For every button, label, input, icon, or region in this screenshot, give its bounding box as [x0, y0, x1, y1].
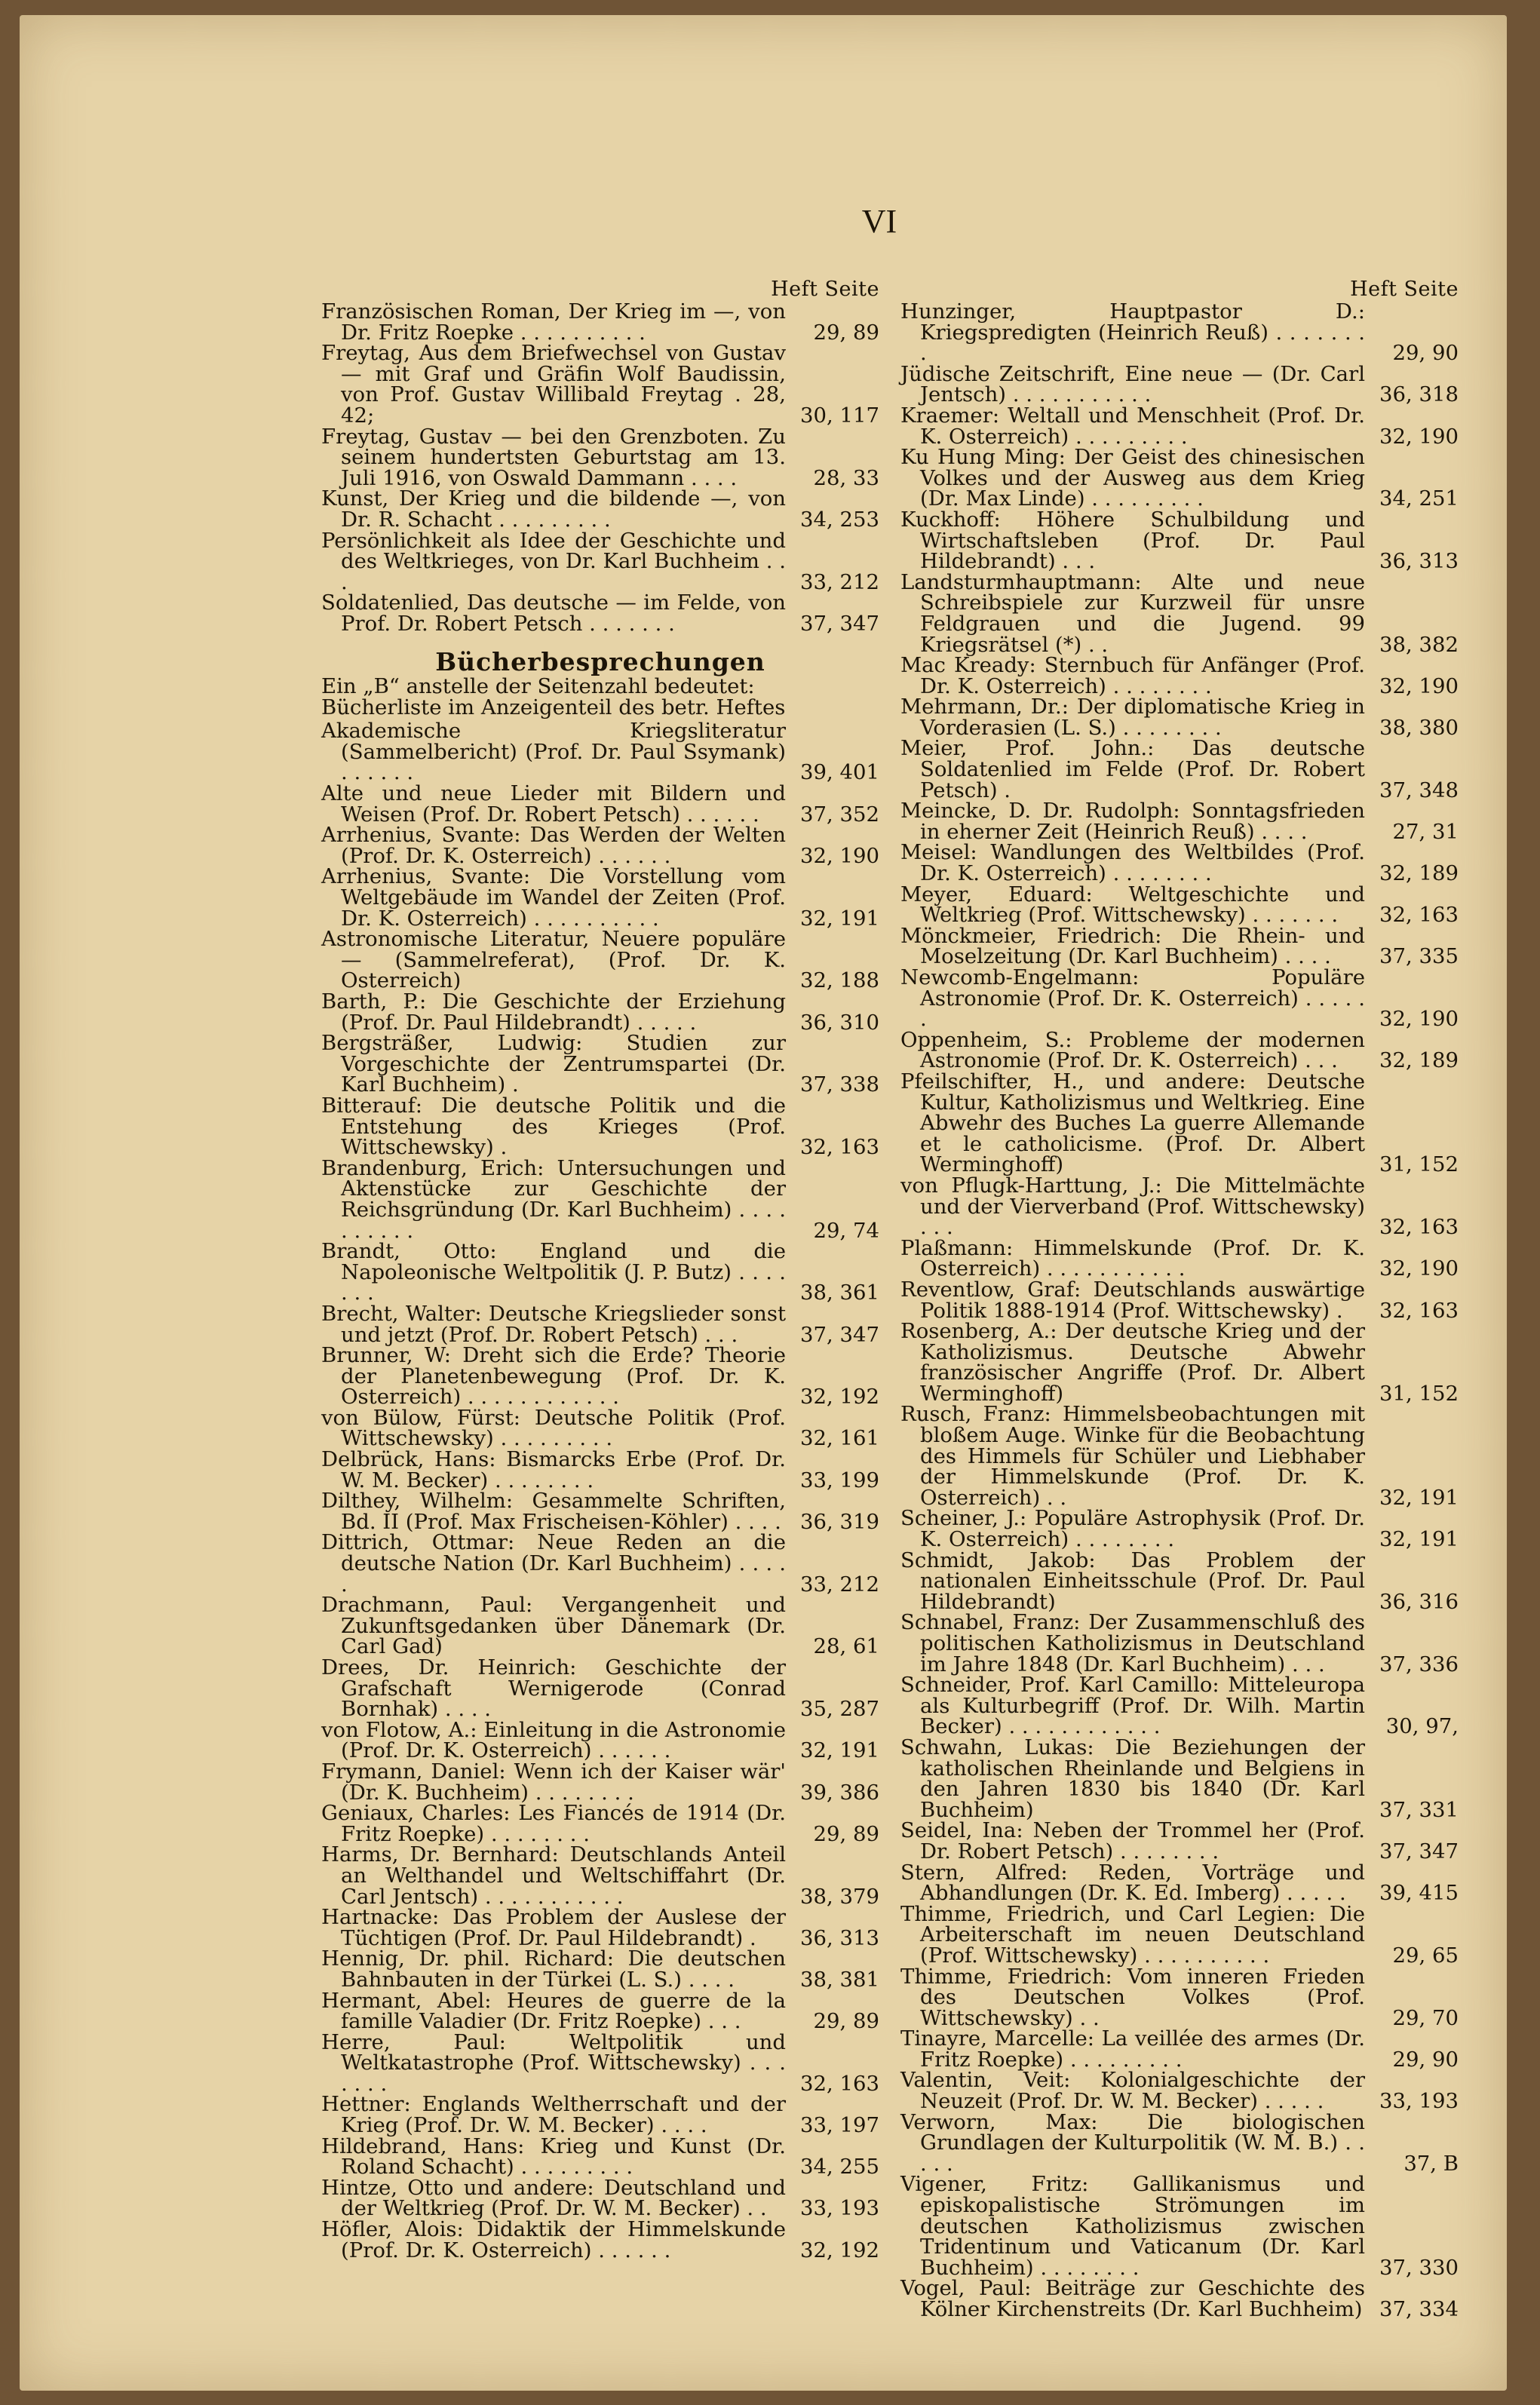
- index-entry: [900, 1735, 1459, 1822]
- column-header-left: Heft Seite: [771, 278, 879, 301]
- index-entry: [900, 1321, 1459, 1404]
- entry-reference: 34, 255: [800, 2155, 879, 2180]
- index-entry: [900, 1277, 1459, 1323]
- entry-reference: 32, 190: [1379, 1256, 1459, 1281]
- entry-reference: 37, 336: [1379, 1652, 1459, 1676]
- column-header-right: Heft Seite: [1350, 278, 1459, 301]
- entry-text: Kunst, Der Krieg und die bildende —, von Dr. R. Schacht . . . . . . . . .: [321, 486, 786, 532]
- index-entry: [321, 1155, 879, 1243]
- index-entry: [321, 825, 879, 867]
- index-entry: [900, 965, 1459, 1032]
- entry-text: Brecht, Walter: Deutsche Kriegslieder sonst und jetzt (Prof. Dr. Robert Petsch) . . .: [321, 1301, 786, 1347]
- index-entry: [321, 1759, 879, 1805]
- entry-text: Stern, Alfred: Reden, Vorträge und Abhandlungen (Dr. K. Ed. Imberg) . . . . .: [900, 1860, 1365, 1906]
- left-column: [321, 279, 879, 2261]
- entry-reference: 32, 163: [800, 1135, 879, 1160]
- entry-text: Pfeilschifter, H., und andere: Deutsche Kultur, Katholizismus und Weltkrieg. Eine Abwehr des Buches La guerre Allemande et le catholicisme. (Prof. Dr. Albert Werminghoff): [900, 1069, 1365, 1177]
- entry-reference: 39, 401: [800, 760, 879, 785]
- entry-reference: 39, 415: [1379, 1881, 1459, 1906]
- entry-reference: 29, 89: [813, 320, 879, 345]
- index-entry: [900, 1548, 1459, 1614]
- entry-reference: 31, 152: [1379, 1152, 1459, 1177]
- index-entry: [900, 447, 1459, 510]
- index-entry: [900, 569, 1459, 657]
- entry-text: Meier, Prof. John.: Das deutsche Soldatenlied im Felde (Prof. Dr. Robert Petsch) .: [900, 736, 1365, 802]
- index-entry: [321, 1803, 879, 1845]
- entry-text: Frymann, Daniel: Wenn ich der Kaiser wär' (Dr. K. Buchheim) . . . . . . . .: [321, 1759, 786, 1805]
- entry-text: Hartnacke: Das Problem der Auslese der Tüchtigen (Prof. Dr. Paul Hildebrandt) .: [321, 1905, 786, 1950]
- index-entry: [321, 1655, 879, 1722]
- entry-text: Schwahn, Lukas: Die Beziehungen der katholischen Rheinlande und Belgiens in den Jahren 1830 bis 1840 (Dr. Karl Buchheim): [900, 1735, 1365, 1822]
- entry-reference: 37, B: [1403, 2151, 1459, 2176]
- entry-text: Hennig, Dr. phil. Richard: Die deutschen Bahnbauten in der Türkei (L. S.) . . . .: [321, 1946, 786, 1992]
- entry-text: Kuckhoff: Höhere Schulbildung und Wirtschaftsleben (Prof. Dr. Paul Hildebrandt) . . .: [900, 507, 1365, 574]
- entry-text: Vogel, Paul: Beiträge zur Geschichte des Kölner Kirchenstreits (Dr. Karl Buchheim): [900, 2276, 1365, 2321]
- entry-reference: 30, 117: [800, 403, 879, 428]
- entry-text: Verworn, Max: Die biologischen Grundlagen der Kulturpolitik (W. M. B.) . . . . .: [900, 2109, 1365, 2176]
- entry-reference: 36, 310: [800, 1010, 879, 1035]
- entry-text: Drees, Dr. Heinrich: Geschichte der Grafschaft Wernigerode (Conrad Bornhak) . . . .: [321, 1655, 786, 1722]
- entry-text: Barth, P.: Die Geschichte der Erziehung (Prof. Dr. Paul Hildebrandt) . . . . .: [321, 989, 786, 1035]
- entry-text: Harms, Dr. Bernhard: Deutschlands Anteil an Welthandel und Weltschiffahrt (Dr. Carl Jentsch) . . . . . . . . . . .: [321, 1842, 786, 1909]
- entry-text: Hunzinger, Hauptpastor D.: Kriegspredigten (Heinrich Reuß) . . . . . . . .: [900, 299, 1365, 366]
- entry-reference: 33, 193: [800, 2196, 879, 2221]
- index-entry: [321, 1907, 879, 1949]
- entry-text: Seidel, Ina: Neben der Trommel her (Prof. Dr. Robert Petsch) . . . . . . . .: [900, 1818, 1365, 1864]
- entry-reference: 29, 65: [1392, 1943, 1459, 1968]
- entry-text: Dilthey, Wilhelm: Gesammelte Schriften, Bd. II (Prof. Max Frischeisen-Köhler) . . . .: [321, 1489, 786, 1534]
- index-entry: [321, 1717, 879, 1763]
- entry-reference: 32, 191: [1379, 1485, 1459, 1510]
- entry-text: Hildebrand, Hans: Krieg und Kunst (Dr. Roland Schacht) . . . . . . . . .: [321, 2134, 786, 2180]
- index-entry: [900, 2174, 1459, 2278]
- entry-reference: 34, 251: [1379, 486, 1459, 511]
- entry-text: Delbrück, Hans: Bismarcks Erbe (Prof. Dr. W. M. Becker) . . . . . . . .: [321, 1447, 786, 1492]
- entry-reference: 34, 253: [800, 507, 879, 532]
- entry-reference: 29, 89: [813, 2009, 879, 2034]
- entry-text: Vigener, Fritz: Gallikanismus und episkopalistische Strömungen im deutschen Katholizismus zwischen Tridentinum und Vaticanum (Dr. Karl Buchheim) . . . . . . . .: [900, 2172, 1365, 2280]
- entry-reference: 32, 192: [800, 2238, 879, 2262]
- index-entry: [900, 2109, 1459, 2176]
- entry-text: Valentin, Veit: Kolonialgeschichte der Neuzeit (Prof. Dr. W. M. Becker) . . . . .: [900, 2068, 1365, 2114]
- index-entry: [321, 1241, 879, 1304]
- entry-reference: 37, 348: [1379, 778, 1459, 802]
- entry-text: Höfler, Alois: Didaktik der Himmelskunde (Prof. Dr. K. Osterreich) . . . . . .: [321, 2217, 786, 2262]
- entry-text: von Flotow, A.: Einleitung in die Astronomie (Prof. Dr. K. Osterreich) . . . . . .: [321, 1717, 786, 1763]
- entry-text: Hintze, Otto und andere: Deutschland und der Weltkrieg (Prof. Dr. W. M. Becker) . .: [321, 2175, 786, 2221]
- entry-reference: 36, 313: [1379, 549, 1459, 574]
- entry-text: Rosenberg, A.: Der deutsche Krieg und der Katholizismus. Deutsche Abwehr französischer Angriffe (Prof. Dr. Albert Werminghoff): [900, 1319, 1365, 1406]
- entry-text: Meisel: Wandlungen des Weltbildes (Prof. Dr. K. Osterreich) . . . . . . . .: [900, 840, 1365, 886]
- index-entry: [900, 2026, 1459, 2072]
- entry-reference: 33, 197: [800, 2113, 879, 2138]
- section-title: Bücherbesprechungen: [435, 646, 765, 676]
- index-entry: [321, 781, 879, 827]
- index-entry: [321, 528, 879, 594]
- entry-reference: 30, 97,: [1385, 1714, 1459, 1739]
- index-entry: [900, 361, 1459, 407]
- index-entry: [321, 2134, 879, 2180]
- entry-text: Kraemer: Weltall und Menschheit (Prof. Dr. K. Osterreich) . . . . . . . . .: [900, 403, 1365, 449]
- entry-reference: 36, 319: [800, 1509, 879, 1534]
- entry-text: Bergsträßer, Ludwig: Studien zur Vorgeschichte der Zentrumspartei (Dr. Karl Buchheim) .: [321, 1031, 786, 1097]
- entry-text: Scheiner, J.: Populäre Astrophysik (Prof. Dr. K. Osterreich) . . . . . . . .: [900, 1506, 1365, 1552]
- index-entry: [900, 1675, 1459, 1738]
- entry-reference: 32, 190: [800, 843, 879, 868]
- entry-text: Herre, Paul: Weltpolitik und Weltkatastrophe (Prof. Wittschewsky) . . . . . . .: [321, 2029, 786, 2096]
- entry-reference: 32, 189: [1379, 1048, 1459, 1073]
- index-entry: [321, 593, 879, 634]
- entry-reference: 32, 163: [800, 2071, 879, 2096]
- entry-text: Dittrich, Ottmar: Neue Reden an die deutsche Nation (Dr. Karl Buchheim) . . . . .: [321, 1530, 786, 1597]
- entry-reference: 37, 347: [800, 611, 879, 636]
- entry-reference: 37, 334: [1379, 2297, 1459, 2321]
- index-entry: [900, 1235, 1459, 1281]
- article-list: [321, 299, 879, 636]
- entry-reference: 37, 347: [800, 1322, 879, 1347]
- index-entry: [900, 1964, 1459, 2030]
- entry-reference: 29, 89: [813, 1821, 879, 1846]
- index-entry: [900, 1508, 1459, 1550]
- index-entry: [321, 1491, 879, 1532]
- entry-text: Drachmann, Paul: Vergangenheit und Zukunftsgedanken über Dänemark (Dr. Carl Gad): [321, 1593, 786, 1659]
- entry-reference: 32, 188: [800, 968, 879, 993]
- entry-text: Astronomische Literatur, Neuere populäre — (Sammelreferat), (Prof. Dr. K. Osterreich): [321, 927, 786, 993]
- entry-text: Mehrmann, Dr.: Der diplomatische Krieg in Vorderasien (L. S.) . . . . . . . .: [900, 695, 1365, 740]
- index-entry: [900, 801, 1459, 842]
- index-entry: [321, 1449, 879, 1491]
- entry-text: Freytag, Aus dem Briefwechsel von Gustav — mit Graf und Gräfin Wolf Baudissin, von Prof. Gustav Willibald Freytag . 28, 42;: [321, 341, 786, 428]
- entry-reference: 37, 347: [1379, 1839, 1459, 1864]
- index-entry: [900, 1901, 1459, 1968]
- entry-text: Meyer, Eduard: Weltgeschichte und Weltkrieg (Prof. Wittschewsky) . . . . . . .: [900, 882, 1365, 928]
- index-entry: [321, 1093, 879, 1160]
- entry-reference: 32, 191: [1379, 1527, 1459, 1552]
- index-entry: [321, 486, 879, 532]
- entry-text: Reventlow, Graf: Deutschlands auswärtige Politik 1888-1914 (Prof. Wittschewsky) .: [900, 1277, 1365, 1323]
- entry-reference: 32, 163: [1379, 1298, 1459, 1323]
- index-entry: [321, 1033, 879, 1096]
- entry-reference: 32, 189: [1379, 861, 1459, 886]
- entry-text: Landsturmhauptmann: Alte und neue Schreibspiele zur Kurzweil für unsre Feldgrauen und die Jugend. 99 Kriegsrätsel (*) . .: [900, 569, 1365, 657]
- entry-reference: 38, 361: [800, 1281, 879, 1305]
- entry-text: Geniaux, Charles: Les Fiancés de 1914 (Dr. Fritz Roepke) . . . . . . . .: [321, 1801, 786, 1846]
- entry-reference: 36, 313: [800, 1925, 879, 1950]
- entry-text: Brandenburg, Erich: Untersuchungen und Aktenstücke zur Geschichte der Reichsgründung (Dr. Karl Buchheim) . . . . . . . . . .: [321, 1155, 786, 1243]
- entry-text: von Bülow, Fürst: Deutsche Politik (Prof. Wittschewsky) . . . . . . . . .: [321, 1405, 786, 1451]
- index-entry: [321, 721, 879, 784]
- entry-text: Persönlichkeit als Idee der Geschichte und des Weltkrieges, von Dr. Karl Buchheim . . .: [321, 528, 786, 594]
- entry-reference: 37, 331: [1379, 1797, 1459, 1822]
- index-entry: [900, 655, 1459, 697]
- section-note: Ein „B“ anstelle der Seitenzahl bedeutet: Bücherliste im Anzeigenteil des betr. Heftes: [321, 674, 786, 719]
- index-entry: [321, 989, 879, 1035]
- entry-reference: 32, 190: [1379, 1007, 1459, 1032]
- index-entry: [321, 2219, 879, 2261]
- entry-reference: 32, 190: [1379, 424, 1459, 449]
- entry-text: Schneider, Prof. Karl Camillo: Mitteleuropa als Kulturbegriff (Prof. Dr. Wilh. Martin Becker) . . . . . . . . . . . .: [900, 1673, 1365, 1739]
- index-entry: [321, 1532, 879, 1595]
- index-entry: [900, 882, 1459, 928]
- entry-text: Arrhenius, Svante: Die Vorstellung vom Weltgebäude im Wandel der Zeiten (Prof. Dr. K. Osterreich) . . . . . . . . . .: [321, 864, 786, 931]
- right-column: [900, 279, 1459, 2321]
- entry-reference: 37, 330: [1379, 2255, 1459, 2280]
- index-entry: [321, 2094, 879, 2136]
- entry-reference: 38, 379: [800, 1884, 879, 1909]
- index-entry: [900, 697, 1459, 738]
- entry-reference: 36, 318: [1379, 382, 1459, 407]
- entry-text: Schnabel, Franz: Der Zusammenschluß des politischen Katholizismus in Deutschland im Jahre 1848 (Dr. Karl Buchheim) . . .: [900, 1610, 1365, 1676]
- index-entry: [321, 929, 879, 992]
- entry-text: Mac Kready: Sternbuch für Anfänger (Prof. Dr. K. Osterreich) . . . . . . . .: [900, 653, 1365, 698]
- entry-text: Schmidt, Jakob: Das Problem der nationalen Einheitsschule (Prof. Dr. Paul Hildebrandt): [900, 1548, 1365, 1614]
- entry-text: Thimme, Friedrich: Vom inneren Frieden des Deutschen Volkes (Prof. Wittschewsky) . .: [900, 1964, 1365, 2030]
- entry-reference: 32, 191: [800, 1738, 879, 1763]
- review-list-right: [900, 299, 1459, 2321]
- index-entry: [321, 1946, 879, 1992]
- entry-text: Brandt, Otto: England und die Napoleonische Weltpolitik (J. P. Butz) . . . . . . .: [321, 1239, 786, 1305]
- index-entry: [321, 343, 879, 426]
- entry-text: Bitterauf: Die deutsche Politik und die Entstehung des Krieges (Prof. Wittschewsky) .: [321, 1093, 786, 1160]
- entry-text: Tinayre, Marcelle: La veillée des armes (Dr. Fritz Roepke) . . . . . . . . .: [900, 2026, 1365, 2072]
- entry-text: Plaßmann: Himmelskunde (Prof. Dr. K. Osterreich) . . . . . . . . . . .: [900, 1235, 1365, 1281]
- index-entry: [321, 299, 879, 345]
- index-entry: [900, 1069, 1459, 1177]
- index-entry: [321, 1405, 879, 1451]
- entry-reference: 37, 352: [800, 802, 879, 827]
- index-entry: [321, 1988, 879, 2034]
- entry-reference: 32, 163: [1379, 1215, 1459, 1240]
- entry-text: Ku Hung Ming: Der Geist des chinesischen Volkes und der Ausweg aus dem Krieg (Dr. Max Linde) . . . . . . . . .: [900, 445, 1365, 511]
- entry-reference: 32, 161: [800, 1426, 879, 1451]
- entry-reference: 38, 382: [1379, 632, 1459, 657]
- index-entry: [900, 842, 1459, 884]
- entry-reference: 32, 191: [800, 906, 879, 931]
- entry-reference: 32, 163: [1379, 903, 1459, 928]
- entry-text: Jüdische Zeitschrift, Eine neue — (Dr. Carl Jentsch) . . . . . . . . . . .: [900, 361, 1365, 407]
- index-entry: [900, 1818, 1459, 1864]
- entry-reference: 38, 381: [800, 1967, 879, 1992]
- entry-reference: 38, 380: [1379, 715, 1459, 740]
- entry-text: von Pflugk-Harttung, J.: Die Mittelmächte und der Vierverband (Prof. Wittschewsky) . . .: [900, 1173, 1365, 1240]
- index-entry: [900, 2278, 1459, 2320]
- index-entry: [900, 1612, 1459, 1675]
- page-number: VI: [861, 203, 897, 240]
- index-entry: [900, 738, 1459, 801]
- entry-reference: 33, 199: [800, 1468, 879, 1492]
- index-entry: [321, 424, 879, 490]
- index-entry: [900, 507, 1459, 574]
- index-entry: [900, 403, 1459, 449]
- index-entry: [321, 1595, 879, 1658]
- index-entry: [321, 2175, 879, 2221]
- entry-reference: 35, 287: [800, 1697, 879, 1722]
- entry-text: Alte und neue Lieder mit Bildern und Weisen (Prof. Dr. Robert Petsch) . . . . . .: [321, 781, 786, 827]
- page-sheet: [20, 15, 1507, 2391]
- entry-reference: 33, 193: [1379, 2089, 1459, 2114]
- index-entry: [900, 923, 1459, 969]
- index-entry: [321, 864, 879, 931]
- entry-reference: 29, 74: [813, 1218, 879, 1243]
- index-entry: [321, 1301, 879, 1347]
- index-entry: [900, 2070, 1459, 2112]
- entry-text: Rusch, Franz: Himmelsbeobachtungen mit bloßem Auge. Winke für die Beobachtung des Himmels für Schüler und Liebhaber der Himmelskunde (Prof. Dr. K. Osterreich) . .: [900, 1402, 1365, 1510]
- entry-reference: 39, 386: [800, 1780, 879, 1805]
- review-list-left: [321, 721, 879, 2261]
- index-entry: [900, 1860, 1459, 1906]
- entry-text: Newcomb-Engelmann: Populäre Astronomie (Prof. Dr. K. Osterreich) . . . . . .: [900, 965, 1365, 1032]
- entry-reference: 32, 190: [1379, 673, 1459, 698]
- entry-reference: 29, 90: [1392, 2047, 1459, 2072]
- entry-reference: 27, 31: [1392, 819, 1459, 844]
- entry-reference: 29, 70: [1392, 2005, 1459, 2030]
- entry-reference: 36, 316: [1379, 1589, 1459, 1614]
- entry-text: Thimme, Friedrich, und Carl Legien: Die Arbeiterschaft im neuen Deutschland (Prof. Wittschewsky) . . . . . . . . . .: [900, 1901, 1365, 1968]
- index-entry: [321, 1842, 879, 1909]
- entry-reference: 37, 338: [800, 1072, 879, 1097]
- index-entry: [900, 1173, 1459, 1240]
- entry-text: Hettner: Englands Weltherrschaft und der Krieg (Prof. Dr. W. M. Becker) . . . .: [321, 2092, 786, 2138]
- entry-text: Französischen Roman, Der Krieg im —, von Dr. Fritz Roepke . . . . . . . . . .: [321, 299, 786, 345]
- entry-reference: 29, 90: [1392, 341, 1459, 366]
- entry-reference: 28, 33: [813, 465, 879, 490]
- entry-text: Oppenheim, S.: Probleme der modernen Astronomie (Prof. Dr. K. Osterreich) . . .: [900, 1027, 1365, 1073]
- index-entry: [900, 299, 1459, 366]
- entry-reference: 28, 61: [813, 1634, 879, 1659]
- entry-reference: 33, 212: [800, 1572, 879, 1597]
- index-entry: [321, 2029, 879, 2096]
- entry-text: Soldatenlied, Das deutsche — im Felde, von Prof. Dr. Robert Petsch . . . . . . .: [321, 591, 786, 636]
- entry-reference: 33, 212: [800, 569, 879, 594]
- entry-text: Arrhenius, Svante: Das Werden der Welten (Prof. Dr. K. Osterreich) . . . . . .: [321, 823, 786, 868]
- entry-text: Freytag, Gustav — bei den Grenzboten. Zu seinem hundertsten Geburtstag am 13. Juli 1916, von Oswald Dammann . . . .: [321, 424, 786, 490]
- entry-text: Brunner, W: Dreht sich die Erde? Theorie der Planetenbewegung (Prof. Dr. K. Osterreich) . . . . . . . . . . . .: [321, 1343, 786, 1410]
- entry-reference: 31, 152: [1379, 1381, 1459, 1406]
- entry-text: Meincke, D. Dr. Rudolph: Sonntagsfrieden in eherner Zeit (Heinrich Reuß) . . . .: [900, 799, 1365, 844]
- index-entry: [321, 1345, 879, 1408]
- entry-text: Hermant, Abel: Heures de guerre de la famille Valadier (Dr. Fritz Roepke) . . .: [321, 1988, 786, 2034]
- index-entry: [900, 1404, 1459, 1508]
- entry-reference: 32, 192: [800, 1385, 879, 1410]
- entry-text: Mönckmeier, Friedrich: Die Rhein- und Moselzeitung (Dr. Karl Buchheim) . . . .: [900, 923, 1365, 969]
- entry-text: Akademische Kriegsliteratur (Sammelbericht) (Prof. Dr. Paul Ssymank) . . . . . .: [321, 719, 786, 785]
- index-entry: [900, 1027, 1459, 1073]
- entry-reference: 37, 335: [1379, 944, 1459, 969]
